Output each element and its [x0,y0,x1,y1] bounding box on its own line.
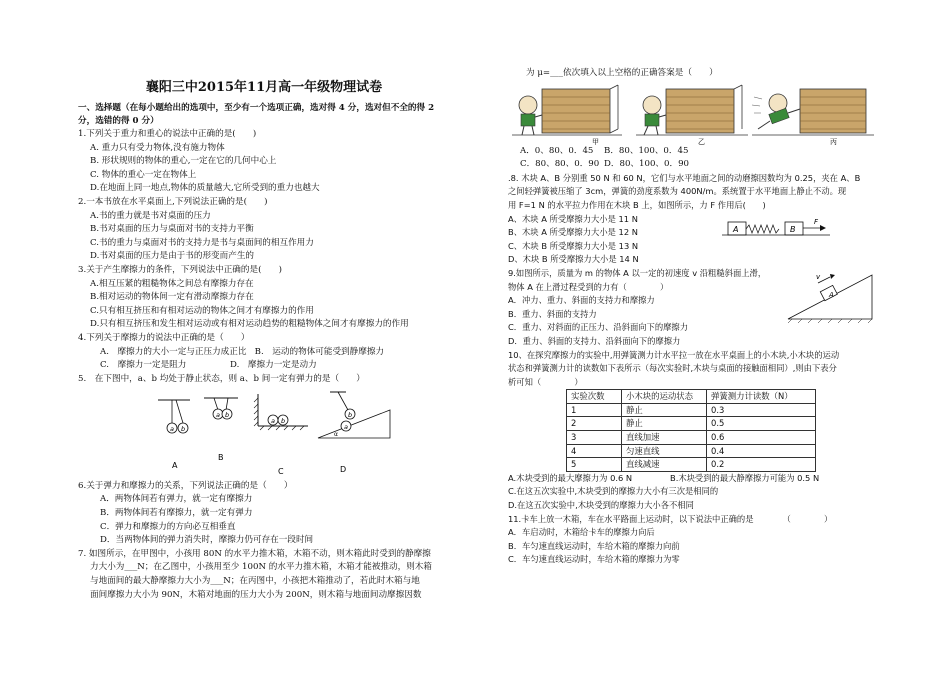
question-text-line: 状态和弹簧测力计的读数如下表所示（每次实验时,木块与桌面的接触面相同）,则由下表分 [508,363,837,374]
question-5 [78,373,450,484]
option-b: B.书对桌面的压力与桌面对书的支持力平衡 [90,224,254,235]
table-cell: 0.4 [707,444,816,458]
table-cell: 0.2 [707,458,816,472]
option-a: A．0、80、0．45 [520,145,594,156]
table-header: 小木块的运动状态 [622,390,707,404]
option-a: A. 摩擦力的大小一定与正压力成正比 [100,346,247,357]
table-row [567,417,816,431]
table-cell: 1 [567,403,622,417]
option-a: A.相互压紧的粗糙物体之间总有摩擦力存在 [90,278,254,289]
option-b: B．两物体间若有摩擦力，就一定有弹力 [100,508,253,519]
figure-a [158,400,190,470]
option-row-ab [78,346,450,360]
question-1 [78,128,450,196]
q7-options-ab [508,145,878,159]
q7-options-cd [508,158,878,172]
q5-figure [78,386,450,478]
question-3 [78,264,450,332]
question-stem: 1.下列关于重力和重心的说法中正确的是( ) [78,129,257,139]
table-cell: 直线减速 [622,458,707,472]
option-b: B.木块受到的最大静摩擦力可能为 0.5 N [670,472,820,483]
option-b: B．重力、斜面的支持力 [508,308,597,319]
option-b: B、木块 A 所受摩擦力大小是 12 N [508,227,638,238]
option-c: C.只有相互挤压和有相对运动的物体之间才有摩擦力的作用 [90,305,314,316]
question-text-line: 之间轻弹簧被压缩了 3cm，弹簧的劲度系数为 400N/m。系统置于水平地面上静止不动。现 [508,186,847,197]
table-cell: 2 [567,417,622,431]
option-b: B. 形状规则的物体的重心,一定在它的几何中心上 [90,156,277,167]
option-c: C. 物体的重心一定在物体上 [90,169,197,180]
table-row [567,444,816,458]
question-8 [508,172,878,267]
question-7 [78,548,450,602]
figure-caption: 丙 [830,137,837,145]
table-header-row [567,390,816,404]
option-c: C. 摩擦力一定是阻力 [100,360,187,371]
ball-label: a [170,425,174,434]
option-b: B．车匀速直线运动时，车给木箱的摩擦力向前 [508,540,680,551]
option-d: D．80、100、0．90 [604,159,690,170]
table-cell: 0.3 [707,403,816,417]
block-label: A [733,224,739,234]
option-a: A．车启动时，木箱给卡车的摩擦力向后 [508,527,655,538]
figure-label: C [278,467,284,477]
table-cell: 3 [567,431,622,445]
table-row [567,458,816,472]
table-cell: 5 [567,458,622,472]
option-d: D．当两物体间的弹力消失时，摩擦力仍可存在一段时间 [100,535,314,546]
left-column [78,0,450,602]
table-cell: 直线加速 [622,431,707,445]
figure-bing [752,89,874,145]
velocity-label: v [816,272,821,281]
table-cell: 4 [567,444,622,458]
ball-label: b [181,425,186,434]
question-6 [78,480,450,548]
ball-label: a [344,423,348,432]
figure-label: A [172,461,178,471]
option-b: B.相对运动的物体间一定有滑动摩擦力存在 [90,292,254,303]
table-cell: 0.6 [707,431,816,445]
experiment-table [566,389,816,472]
option-c: C．80、80、0．90 [520,159,600,170]
angle-label: α [334,431,338,439]
option-b: B. 运动的物体可能受到静摩擦力 [254,346,385,357]
question-11 [508,513,878,567]
question-10 [508,349,878,513]
question-4 [78,332,450,373]
option-a: A．两物体间若有弹力，就一定有摩擦力 [100,494,253,505]
page-title: 襄阳三中2015年11月高一年级物理试卷 [145,80,383,95]
q8-figure [722,217,832,241]
question-stem: 5. 在下图中，a、b 均处于静止状态，则 a、b 间一定有弹力的是（ ） [78,373,365,384]
ball-label: b [348,411,353,420]
question-stem: 4.下列关于摩擦力的说法中正确的是（ ） [78,332,250,343]
section-heading-line1: 一、选择题（在每小题给出的选项中，至少有一个选项正确，选对得 4 分，选对但不全的得 2 [78,103,435,113]
table-row [567,431,816,445]
question-text-line: 面间摩擦力大小为 90N，木箱对地面的压力大小为 200N，则木箱与地面间动摩擦因数 [90,589,422,600]
option-d: D.书对桌面的压力是由于书的形变而产生的 [90,251,255,262]
option-a-text: A.木块受到的最大摩擦力为 0.6 N [508,472,633,483]
figure-yi [636,85,748,145]
question-stem: 3.关于产生摩擦力的条件，下列说法中正确的是( ) [78,264,282,275]
question-text-line: 7. 如图所示，在甲图中，小孩用 80N 的水平力推木箱，木箱不动，则木箱此时受到的静摩擦 [78,548,431,559]
option-a: A、木块 A 所受摩擦力大小是 11 N [508,213,638,224]
figure-b [204,398,238,462]
table-cell: 0.5 [707,417,816,431]
question-text-line: 物体 A 在上滑过程受到的力有（ ） [508,281,669,292]
option-d: D.在地面上同一地点,物体的质量越大,它所受到的重力也越大 [90,183,320,194]
figure-d [318,392,390,474]
option-d: D.只有相互挤压和发生相对运动或有相对运动趋势的粗糙物体之间才有摩擦力的作用 [90,319,409,330]
option-a: A.书的重力就是书对桌面的压力 [90,210,211,221]
figure-c [254,394,308,476]
option-c: C.书的重力与桌面对书的支持力是书与桌面间的相互作用力 [90,237,314,248]
option-c: C．弹力和摩擦力的方向必互相垂直 [100,521,236,532]
option-d: D．重力、斜面的支持力、沿斜面向下的摩擦力 [508,335,681,346]
option-d: D、木块 B 所受摩擦力大小是 14 N [508,254,639,265]
option-b: B．80、100、0．45 [604,145,689,156]
question-text-line: 用 F=1 N 的水平拉力作用在木块 B 上，如图所示，力 F 作用后( ) [508,199,766,210]
option-c: C.在这五次实验中,木块受到的摩擦力大小有三次是相同的 [508,486,719,497]
question-2 [78,196,450,264]
option-d: D.在这五次实验中,木块受到的摩擦力大小各不相同 [508,500,694,511]
question-text-line: 与地面间的最大静摩擦力大小为___N；在丙图中，小孩把木箱推动了，若此时木箱与地 [90,576,420,587]
option-c: C．车匀速直线运动时，车给木箱的摩擦力为零 [508,554,680,565]
figure-label: B [218,453,224,463]
option-a: A. 重力只有受力物体,没有施力物体 [90,142,225,153]
table-header: 实验次数 [567,390,622,404]
option-row-cd [78,359,450,373]
ball-label: a [216,411,220,420]
option-a [508,472,878,486]
section-heading-line2: 分，选错的得 0 分） [78,116,159,126]
question-text-line: 9.如图所示，质量为 m 的物体 A 以一定的初速度 v 沿粗糙斜面上滑， [508,267,767,278]
table-header: 弹簧测力计读数（N） [707,390,816,404]
block-label: A [829,290,834,299]
option-d: D. 摩擦力一定是动力 [230,360,317,371]
question-text-line: 10、在探究摩擦力的实验中,用弹簧测力计水平拉一放在水平桌面上的小木块,小木块的运动 [508,349,840,360]
option-c: C．重力、对斜面的正压力、沿斜面向下的摩擦力 [508,322,689,333]
block-label: B [790,224,796,234]
question-text-line: 析可知（ ） [508,376,583,387]
right-column [508,67,878,567]
question-text-line: 力大小为___N；在乙图中，小孩用至少 100N 的水平力推木箱，木箱才能被推动，则木箱 [90,562,432,573]
ball-label: b [281,417,286,426]
question-stem: 11.卡车上放一木箱，车在水平路面上运动时，以下说法中正确的是 （ ） [508,513,833,524]
table-row [567,403,816,417]
q9-figure [782,269,878,325]
q7-figure [508,83,878,145]
option-c: C、木块 B 所受摩擦力大小是 13 N [508,240,639,251]
figure-caption: 乙 [698,137,705,145]
question-text-line: .8. 木块 A、B 分别重 50 N 和 60 N，它们与水平地面之间的动磨擦因数均为 0.25，夹在 A、B [508,172,861,183]
ball-label: a [271,417,275,426]
table-cell: 匀速直线 [622,444,707,458]
question-9 [508,267,878,349]
figure-label: D [340,465,347,475]
ball-label: b [225,411,230,420]
figure-jia [512,85,622,145]
figure-caption: 甲 [592,137,599,145]
question-stem: 2.一本书放在水平桌面上,下列说法正确的是( ) [78,196,268,207]
table-cell: 静止 [622,403,707,417]
table-cell: 静止 [622,417,707,431]
question-stem: 6.关于弹力和摩擦力的关系，下列说法正确的是（ ） [78,480,293,491]
option-a: A．冲力、重力、斜面的支持力和摩擦力 [508,295,655,306]
force-label: F [814,217,819,226]
question-text-line: 为 μ=___依次填入以上空格的正确答案是（ ） [526,68,718,78]
